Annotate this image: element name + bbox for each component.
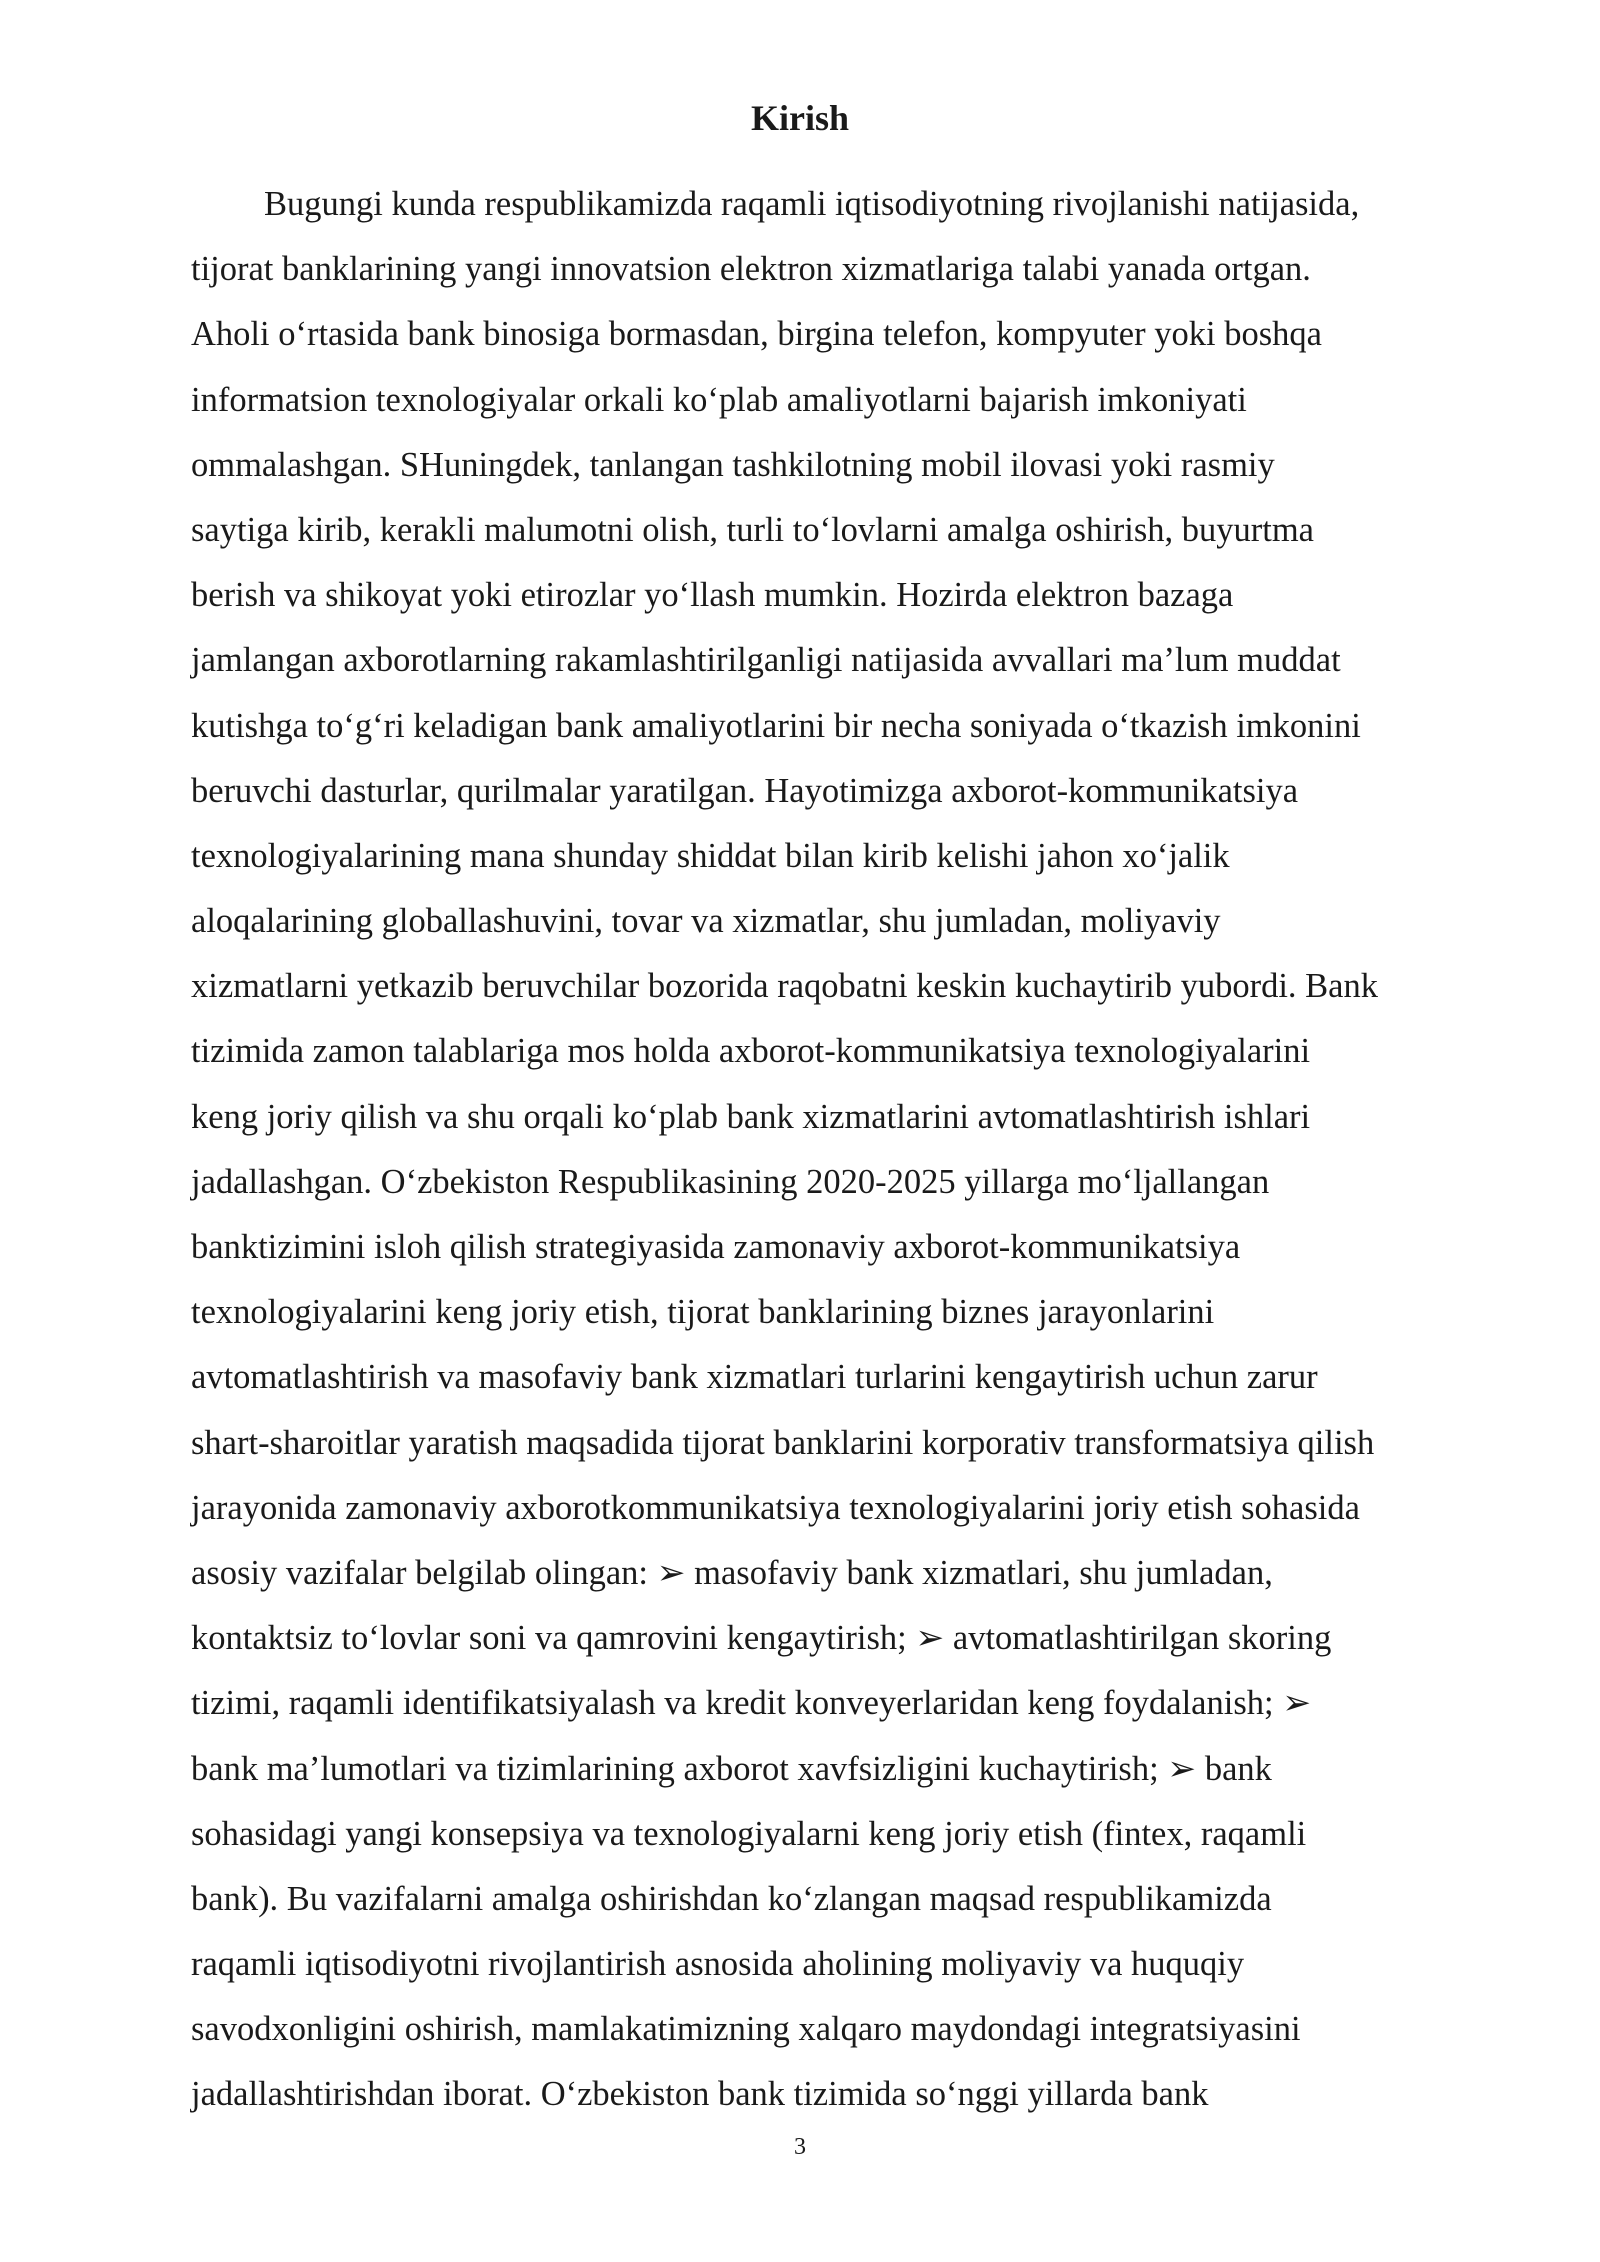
text-line: bank). Bu vazifalarni amalga oshirishdan ko‘zlangan maqsad respublikamizda — [191, 1879, 1272, 1918]
text-line: Bugungi kunda respublikamizda raqamli iqtisodiyotning rivojlanishi natijasida, — [264, 185, 1360, 223]
text-line: kutishga to‘g‘ri keladigan bank amaliyotlarini bir necha soniyada o‘tkazish imkonini — [191, 706, 1361, 745]
text-line: avtomatlashtirish va masofaviy bank xizmatlari turlarini kengaytirish uchun zarur — [191, 1358, 1318, 1397]
text-line: jamlangan axborotlarning rakamlashtirilganligi natijasida avvallari ma’lum muddat — [191, 641, 1341, 680]
text-line: keng joriy qilish va shu orqali ko‘plab bank xizmatlarini avtomatlashtirish ishlari — [191, 1097, 1311, 1136]
text-line: shart-sharoitlar yaratish maqsadida tijorat banklarini korporativ transformatsiya qilish — [191, 1423, 1375, 1462]
text-line: sohasidagi yangi konsepsiya va texnologiyalarni keng joriy etish (fintex, raqamli — [191, 1814, 1307, 1853]
text-line: saytiga kirib, kerakli malumotni olish, turli to‘lovlarni amalga oshirish, buyurtma — [191, 510, 1314, 549]
text-line: tizimida zamon talablariga mos holda axborot-kommunikatsiya texnologiyalarini — [191, 1032, 1311, 1071]
text-line: beruvchi dasturlar, qurilmalar yaratilgan. Hayotimizga axborot-kommunikatsiya — [191, 771, 1299, 810]
text-line: jadallashtirishdan iborat. O‘zbekiston bank tizimida so‘nggi yillarda bank — [191, 2075, 1209, 2114]
text-line: xizmatlarni yetkazib beruvchilar bozorida raqobatni keskin kuchaytirib yubordi. Bank — [191, 967, 1378, 1006]
text-line: Aholi o‘rtasida bank binosiga bormasdan, birgina telefon, kompyuter yoki boshqa — [191, 315, 1322, 354]
text-line: raqamli iqtisodiyotni rivojlantirish asnosida aholining moliyaviy va huquqiy — [191, 1945, 1245, 1984]
text-line: ommalashgan. SHuningdek, tanlangan tashkilotning mobil ilovasi yoki rasmiy — [191, 445, 1275, 484]
text-line: berish va shikoyat yoki etirozlar yo‘llash mumkin. Hozirda elektron bazaga — [191, 576, 1234, 615]
text-line: bank ma’lumotlari va tizimlarining axborot xavfsizligini kuchaytirish; ➢ bank — [191, 1749, 1272, 1788]
text-line: texnologiyalarini keng joriy etish, tijorat banklarining biznes jarayonlarini — [191, 1293, 1215, 1332]
text-line: savodxonligini oshirish, mamlakatimizning xalqaro maydondagi integratsiyasini — [191, 2010, 1301, 2049]
text-line: jadallashgan. O‘zbekiston Respublikasining 2020-2025 yillarga mo‘ljallangan — [191, 1162, 1270, 1201]
text-line: asosiy vazifalar belgilab olingan: ➢ masofaviy bank xizmatlari, shu jumladan, — [191, 1553, 1273, 1592]
text-line: aloqalarining globallashuvini, tovar va xizmatlar, shu jumladan, moliyaviy — [191, 902, 1221, 941]
body-paragraph — [191, 180, 1491, 2136]
text-line: texnologiyalarining mana shunday shiddat bilan kirib kelishi jahon xo‘jalik — [191, 836, 1230, 875]
text-line: banktizimini isloh qilish strategiyasida zamonaviy axborot-kommunikatsiya — [191, 1228, 1241, 1266]
text-line: kontaktsiz to‘lovlar soni va qamrovini kengaytirish; ➢ avtomatlashtirilgan skoring — [191, 1619, 1332, 1658]
text-line: tijorat banklarining yangi innovatsion elektron xizmatlariga talabi yanada ortgan. — [191, 250, 1311, 289]
text-line: tizimi, raqamli identifikatsiyalash va kredit konveyerlaridan keng foydalanish; ➢ — [191, 1684, 1312, 1723]
text-line: informatsion texnologiyalar orkali ko‘plab amaliyotlarni bajarish imkoniyati — [191, 380, 1247, 419]
text-line: jarayonida zamonaviy axborotkommunikatsiya texnologiyalarini joriy etish sohasida — [191, 1488, 1360, 1527]
page-number: 3 — [794, 2134, 806, 2160]
page-title: Kirish — [750, 98, 849, 138]
